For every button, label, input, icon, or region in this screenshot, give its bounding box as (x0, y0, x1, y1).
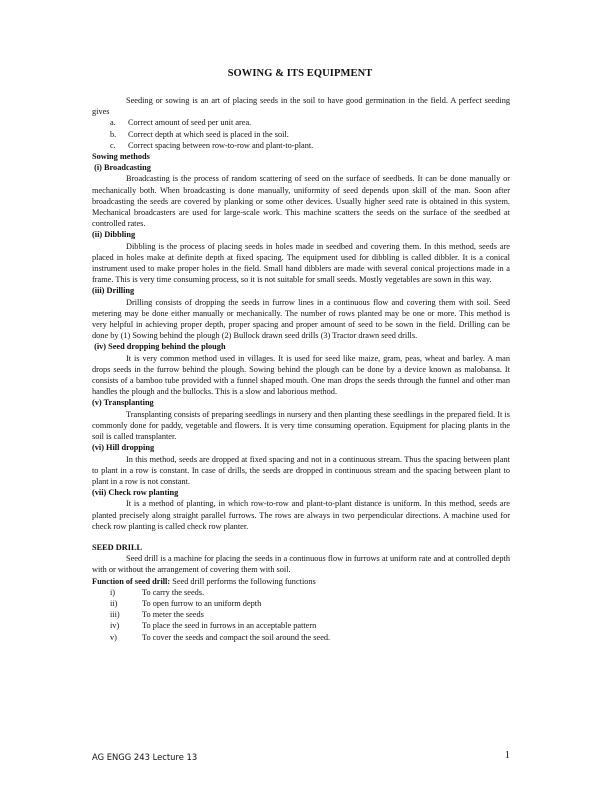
document-body (92, 95, 510, 643)
list-text: To carry the seeds. (142, 587, 205, 597)
list-text: To place the seed in furrows in an acceptable pattern (142, 621, 317, 631)
list-item (92, 598, 510, 609)
section-text-seed-dropping: It is very common method used in villages. It is used for seed like maize, gram, peas, wheat and barley. A man drops seeds in the furrow behind the plough. Sowing behind the plough can be done by a device known as malobansa. It consists of a bamboo tube provided with a funnel shaped mouth. One man drops the seeds through the funnel and other man handles the plough and the bullocks. This is a slow and laborious method. (92, 353, 510, 397)
section-text-dibbling: Dibbling is the process of placing seeds in holes made in seedbed and covering them. In this method, seeds are placed in holes make at definite depth at fixed spacing. The equipment used for dibbling is called dibbler. It is a conical instrument used to make proper holes in the field. Small hand dibblers are made with several conical projections made in a frame. This is very time consuming process, so it is not suitable for small seeds. Mostly vegetables are sown in this way. (92, 241, 510, 285)
section-heading-hill-dropping: (vi) Hill dropping (92, 443, 155, 453)
list-item (92, 632, 510, 643)
list-marker: b. (110, 129, 117, 139)
list-text: Correct depth at which seed is placed in the soil. (128, 129, 289, 139)
list-item (92, 140, 510, 151)
footer-course: AG ENGG 243 Lecture 13 (92, 752, 198, 762)
list-text: Correct spacing between row-to-row and plant-to-plant. (128, 140, 314, 150)
function-label: Function of seed drill: (92, 576, 171, 586)
page-title: SOWING & ITS EQUIPMENT (227, 68, 373, 79)
section-heading-transplanting: (v) Transplanting (92, 398, 154, 408)
list-marker: iii) (110, 610, 120, 620)
seed-drill-heading: SEED DRILL (92, 542, 143, 552)
section-text-drilling: Drilling consists of dropping the seeds in furrow lines in a continuous flow and covering them with soil. Seed metering may be done either manually or mechanically. The number of rows planted may be one or more. This method is very helpful in achieving proper depth, proper spacing and proper amount of seed to be sown in the field. Drilling can be done by (1) Sowing behind the plough (2) Bullock drawn seed drills (3) Tractor drawn seed drills. (92, 297, 510, 341)
list-item (92, 620, 510, 631)
section-heading-dibbling: (ii) Dibbling (92, 230, 136, 240)
list-marker: v) (110, 632, 117, 642)
intro-list (92, 117, 510, 151)
list-text: To cover the seeds and compact the soil around the seed. (142, 632, 331, 642)
seed-drill-function-line (92, 576, 510, 587)
list-text: Correct amount of seed per unit area. (128, 118, 252, 128)
list-marker: iv) (110, 621, 120, 631)
function-text: Seed drill performs the following functions (170, 576, 316, 586)
list-marker: a. (110, 118, 116, 128)
list-marker: i) (110, 587, 116, 597)
function-list (92, 587, 510, 643)
seed-drill-text: Seed drill is a machine for placing the seeds in a continuous flow in furrows at uniform rate and at controlled depth with or without the arrangement of covering them with soil. (92, 554, 510, 575)
section-heading-check-row: (vii) Check row planting (92, 488, 179, 498)
section-heading-drilling: (iii) Drilling (92, 286, 135, 296)
section-heading-seed-dropping: (iv) Seed dropping behind the plough (92, 342, 226, 352)
page-number: 1 (504, 750, 510, 761)
page-footer (92, 752, 510, 762)
methods-heading: Sowing methods (92, 152, 150, 162)
section-heading-broadcasting: (i) Broadcasting (92, 163, 151, 173)
intro-paragraph: Seeding or sowing is an art of placing seeds in the soil to have good germination in the field. A perfect seeding gives (92, 96, 510, 117)
list-marker: c. (110, 140, 116, 150)
list-text: To open furrow to an uniform depth (142, 598, 262, 608)
list-text: To meter the seeds (142, 610, 204, 620)
list-item (92, 129, 510, 140)
list-marker: ii) (110, 598, 118, 608)
list-item (92, 587, 510, 598)
section-text-broadcasting: Broadcasting is the process of random scattering of seed on the surface of seedbeds. It can be done manually or mechanically both. When broadcasting is done manually, uniformity of seed depends upon skill of the man. Soon after broadcasting the seeds are covered by planking or some other devices. Usually higher seed rate is obtained in this system. Mechanical broadcasters are used for large-scale work. This machine scatters the seeds on the surface of the seedbed at controlled rates. (92, 174, 510, 229)
section-text-transplanting: Transplanting consists of preparing seedlings in nursery and then planting these seedlings in the prepared field. It is commonly done for paddy, vegetable and flowers. It is very time consuming operation. Equipment for placing plants in the soil is called transplanter. (92, 409, 510, 442)
list-item (92, 609, 510, 620)
list-item (92, 117, 510, 128)
section-text-hill-dropping: In this method, seeds are dropped at fixed spacing and not in a continuous stream. Thus the spacing between plant to plant in a row is constant. In case of drills, the seeds are dropped in continuous stream and the spacing between plant to plant in a row is not constant. (92, 454, 510, 486)
section-text-check-row: It is a method of planting, in which row-to-row and plant-to-plant distance is uniform. In this method, seeds are planted precisely along straight parallel furrows. The rows are always in two perpendicular directions. A machine used for check row planting is called check row planter. (92, 499, 510, 531)
